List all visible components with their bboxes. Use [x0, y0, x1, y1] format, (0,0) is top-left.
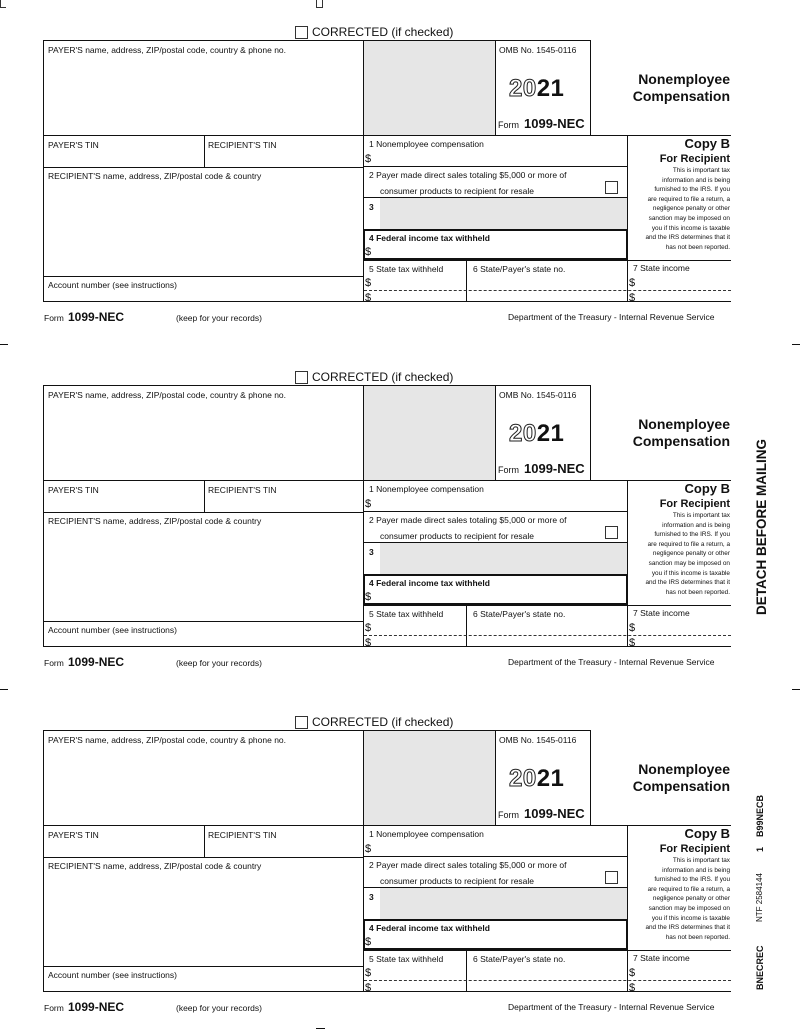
tax-year: 2021 — [509, 765, 565, 792]
form-1099-nec — [0, 345, 800, 690]
perforation-mark — [792, 689, 800, 690]
box2-checkbox[interactable] — [605, 871, 618, 884]
keep-label: (keep for your records) — [176, 1003, 262, 1013]
copy-label: Copy B — [684, 826, 730, 841]
important-notice: This is important tax information and is being furnished to the IRS. If you are required to file a return, a negligence penalty or other sanction may be imposed on you if this income is taxable and the IRS determines that it has not been reported. — [645, 167, 730, 251]
box7-dollar-2: $ — [629, 982, 636, 994]
recipient-tin-label: RECIPIENT'S TIN — [208, 830, 277, 840]
box7-dollar-1: $ — [629, 277, 636, 289]
corrected-label: CORRECTED (if checked) — [312, 25, 454, 39]
box1-label: 1 Nonemployee compensation — [369, 829, 484, 839]
payer-tin-label: PAYER'S TIN — [48, 830, 99, 840]
box1-label: 1 Nonemployee compensation — [369, 484, 484, 494]
box5-label: 5 State tax withheld — [369, 954, 444, 964]
omb-number: OMB No. 1545-0116 — [499, 390, 577, 400]
shaded-area — [364, 731, 495, 825]
box6-label: 6 State/Payer's state no. — [473, 264, 566, 274]
perforation-mark — [0, 689, 8, 690]
form-number: 1099-NEC — [524, 806, 585, 821]
box2-label-line1: 2 Payer made direct sales totaling $5,000 or more of — [369, 170, 567, 180]
omb-number: OMB No. 1545-0116 — [499, 735, 577, 745]
for-recipient: For Recipient — [659, 153, 730, 165]
dept-label: Department of the Treasury - Internal Revenue Service — [508, 657, 715, 667]
form-title: Nonemployee Compensation — [632, 761, 730, 794]
box3-shade — [380, 888, 627, 919]
box7-label: 7 State income — [633, 608, 690, 618]
form-title: Nonemployee Compensation — [632, 416, 730, 449]
payer-tin-label: PAYER'S TIN — [48, 140, 99, 150]
box7-dollar-1: $ — [629, 622, 636, 634]
footer-form-word: Form — [44, 313, 64, 323]
form-1099-nec — [0, 690, 800, 1035]
box6-label: 6 State/Payer's state no. — [473, 609, 566, 619]
copy-label: Copy B — [684, 481, 730, 496]
box1-dollar: $ — [365, 498, 372, 510]
side-code-1: B99NECB — [755, 794, 765, 837]
box3-shade — [380, 543, 627, 574]
state-divider — [364, 290, 731, 291]
box2-checkbox[interactable] — [605, 526, 618, 539]
box4-dollar: $ — [365, 936, 372, 948]
box2-label-line1: 2 Payer made direct sales totaling $5,000 or more of — [369, 515, 567, 525]
box3-label: 3 — [369, 547, 374, 557]
detach-before-mailing: DETACH BEFORE MAILING — [754, 439, 769, 615]
box7-dollar-2: $ — [629, 637, 636, 649]
for-recipient: For Recipient — [659, 498, 730, 510]
form-title: Nonemployee Compensation — [632, 71, 730, 104]
footer-form-number: 1099-NEC — [68, 1000, 125, 1014]
box2-label-line2: consumer products to recipient for resale — [380, 186, 535, 196]
payer-tin-label: PAYER'S TIN — [48, 485, 99, 495]
bottom-mark — [316, 1028, 325, 1029]
box5-dollar-2: $ — [365, 637, 372, 649]
side-code-3: NTF 2584144 — [755, 873, 764, 922]
form-word: Form — [498, 120, 519, 130]
box1-dollar: $ — [365, 843, 372, 855]
payer-name-label: PAYER'S name, address, ZIP/postal code, country & phone no. — [48, 45, 287, 55]
payer-name-label: PAYER'S name, address, ZIP/postal code, country & phone no. — [48, 735, 287, 745]
recipient-name-label: RECIPIENT'S name, address, ZIP/postal code & country — [48, 861, 262, 871]
form-1099-nec — [0, 0, 800, 345]
recipient-name-label: RECIPIENT'S name, address, ZIP/postal code & country — [48, 516, 262, 526]
box5-label: 5 State tax withheld — [369, 264, 444, 274]
box5-dollar-2: $ — [365, 982, 372, 994]
state-divider — [364, 980, 731, 981]
box3-label: 3 — [369, 892, 374, 902]
account-number-label: Account number (see instructions) — [48, 280, 177, 290]
perforation-mark — [792, 344, 800, 345]
box4-label: 4 Federal income tax withheld — [369, 578, 490, 588]
footer-form-word: Form — [44, 1003, 64, 1013]
box5-dollar-1: $ — [365, 967, 372, 979]
keep-label: (keep for your records) — [176, 658, 262, 668]
omb-number: OMB No. 1545-0116 — [499, 45, 577, 55]
important-notice: This is important tax information and is being furnished to the IRS. If you are required to file a return, a negligence penalty or other sanction may be imposed on you if this income is taxable and the IRS determines that it has not been reported. — [645, 512, 730, 596]
box7-label: 7 State income — [633, 953, 690, 963]
corrected-label: CORRECTED (if checked) — [312, 715, 454, 729]
form-word: Form — [498, 810, 519, 820]
box3-shade — [380, 198, 627, 229]
box7-label: 7 State income — [633, 263, 690, 273]
recipient-name-label: RECIPIENT'S name, address, ZIP/postal code & country — [48, 171, 262, 181]
important-notice: This is important tax information and is being furnished to the IRS. If you are required to file a return, a negligence penalty or other sanction may be imposed on you if this income is taxable and the IRS determines that it has not been reported. — [645, 857, 730, 941]
corrected-checkbox[interactable] — [295, 716, 308, 729]
box5-dollar-1: $ — [365, 622, 372, 634]
box4-label: 4 Federal income tax withheld — [369, 923, 490, 933]
box4-dollar: $ — [365, 246, 372, 258]
box4-dollar: $ — [365, 591, 372, 603]
box1-label: 1 Nonemployee compensation — [369, 139, 484, 149]
state-divider — [364, 635, 731, 636]
form-word: Form — [498, 465, 519, 475]
recipient-tin-label: RECIPIENT'S TIN — [208, 140, 277, 150]
account-number-label: Account number (see instructions) — [48, 625, 177, 635]
box7-dollar-2: $ — [629, 292, 636, 304]
box5-label: 5 State tax withheld — [369, 609, 444, 619]
form-number: 1099-NEC — [524, 461, 585, 476]
tax-year: 2021 — [509, 420, 565, 447]
account-number-label: Account number (see instructions) — [48, 970, 177, 980]
box5-dollar-1: $ — [365, 277, 372, 289]
perforation-mark — [0, 344, 8, 345]
shaded-area — [364, 386, 495, 480]
form-number: 1099-NEC — [524, 116, 585, 131]
box2-label-line2: consumer products to recipient for resale — [380, 876, 535, 886]
dept-label: Department of the Treasury - Internal Revenue Service — [508, 1002, 715, 1012]
box2-checkbox[interactable] — [605, 181, 618, 194]
tax-year: 2021 — [509, 75, 565, 102]
for-recipient: For Recipient — [659, 843, 730, 855]
box5-dollar-2: $ — [365, 292, 372, 304]
corrected-checkbox[interactable] — [295, 26, 308, 39]
footer-form-number: 1099-NEC — [68, 310, 125, 324]
box1-dollar: $ — [365, 153, 372, 165]
dept-label: Department of the Treasury - Internal Revenue Service — [508, 312, 715, 322]
side-code-2: 1 — [755, 846, 765, 852]
corrected-label: CORRECTED (if checked) — [312, 370, 454, 384]
keep-label: (keep for your records) — [176, 313, 262, 323]
corrected-checkbox[interactable] — [295, 371, 308, 384]
box3-label: 3 — [369, 202, 374, 212]
box2-label-line2: consumer products to recipient for resale — [380, 531, 535, 541]
recipient-tin-label: RECIPIENT'S TIN — [208, 485, 277, 495]
footer-form-number: 1099-NEC — [68, 655, 125, 669]
box2-label-line1: 2 Payer made direct sales totaling $5,000 or more of — [369, 860, 567, 870]
box6-label: 6 State/Payer's state no. — [473, 954, 566, 964]
payer-name-label: PAYER'S name, address, ZIP/postal code, country & phone no. — [48, 390, 287, 400]
top-mark — [316, 0, 323, 8]
copy-label: Copy B — [684, 136, 730, 151]
corner-mark — [0, 0, 6, 8]
side-code-4: BNECREC — [755, 945, 765, 990]
box4-label: 4 Federal income tax withheld — [369, 233, 490, 243]
shaded-area — [364, 41, 495, 135]
footer-form-word: Form — [44, 658, 64, 668]
box7-dollar-1: $ — [629, 967, 636, 979]
